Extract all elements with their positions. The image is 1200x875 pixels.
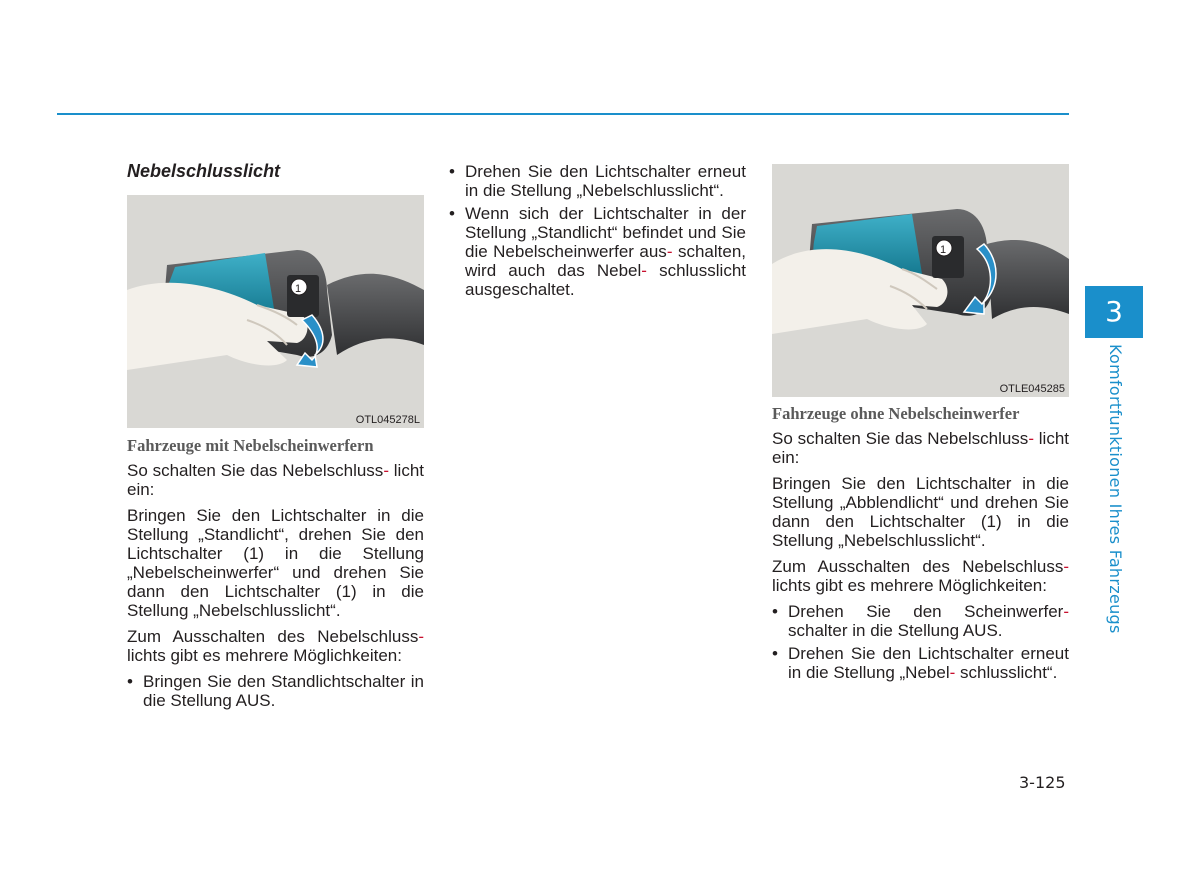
- light-switch-illustration: [772, 164, 1069, 397]
- callout-1: 1: [940, 244, 947, 256]
- chapter-title-text: Komfortfunktionen Ihres Fahrzeugs: [1106, 344, 1125, 634]
- paragraph: So schalten Sie das Nebelschluss- licht ein:: [772, 429, 1069, 467]
- section-title: Nebelschlusslicht: [127, 161, 281, 181]
- light-switch-illustration: [127, 195, 424, 428]
- left-column: [127, 162, 424, 181]
- paragraph: Bringen Sie den Lichtschalter in die Stellung „Abblendlicht“ und drehen Sie dann den Lichtschalter (1) in die Stellung „Nebelschlusslicht“.: [772, 474, 1069, 550]
- list-item: • Drehen Sie den Scheinwerfer- schalter in die Stellung AUS.: [772, 602, 1069, 640]
- figure-left: [127, 195, 424, 428]
- paragraph: Bringen Sie den Lichtschalter in die Stellung „Standlicht“, drehen Sie den Lichtschalter (1) in die Stellung „Nebelscheinwerfer“ und drehen Sie dann den Lichtschalter (1) in die Stellung „Nebelschlusslicht“.: [127, 506, 424, 620]
- figure-code: OTLE045285: [999, 383, 1065, 395]
- paragraph: So schalten Sie das Nebelschluss- licht ein:: [127, 461, 424, 499]
- list-item: • Drehen Sie den Lichtschalter erneut in die Stellung „Nebel- schlusslicht“.: [772, 644, 1069, 682]
- middle-column: [449, 162, 746, 303]
- subhead-without-fog: Fahrzeuge ohne Nebelscheinwerfer: [772, 404, 1020, 423]
- figure-code: OTL045278L: [355, 414, 420, 426]
- page-number: 3-125: [1019, 773, 1066, 792]
- bullet-list: [449, 162, 746, 299]
- figure-right: [772, 164, 1069, 397]
- bullet-list: [127, 672, 424, 710]
- header-rule: [57, 113, 1069, 115]
- callout-1: 1: [295, 283, 302, 295]
- list-item: • Bringen Sie den Standlichtschalter in die Stellung AUS.: [127, 672, 424, 710]
- subhead-with-fog: Fahrzeuge mit Nebelscheinwerfern: [127, 436, 374, 455]
- paragraph: Zum Ausschalten des Nebelschluss- lichts gibt es mehrere Möglichkeiten:: [772, 557, 1069, 595]
- chapter-number-tab: 3: [1085, 286, 1143, 338]
- list-item: • Drehen Sie den Lichtschalter erneut in die Stellung „Nebelschlusslicht“.: [449, 162, 746, 200]
- list-item: • Wenn sich der Lichtschalter in der Stellung „Standlicht“ befindet und Sie die Nebelscheinwerfer aus- schalten, wird auch das Nebel- schlusslicht ausgeschaltet.: [449, 204, 746, 299]
- bullet-list: [772, 602, 1069, 682]
- left-body: [127, 436, 424, 714]
- chapter-title: [1106, 344, 1135, 634]
- right-body: [772, 404, 1069, 686]
- paragraph: Zum Ausschalten des Nebelschluss- lichts gibt es mehrere Möglichkeiten:: [127, 627, 424, 665]
